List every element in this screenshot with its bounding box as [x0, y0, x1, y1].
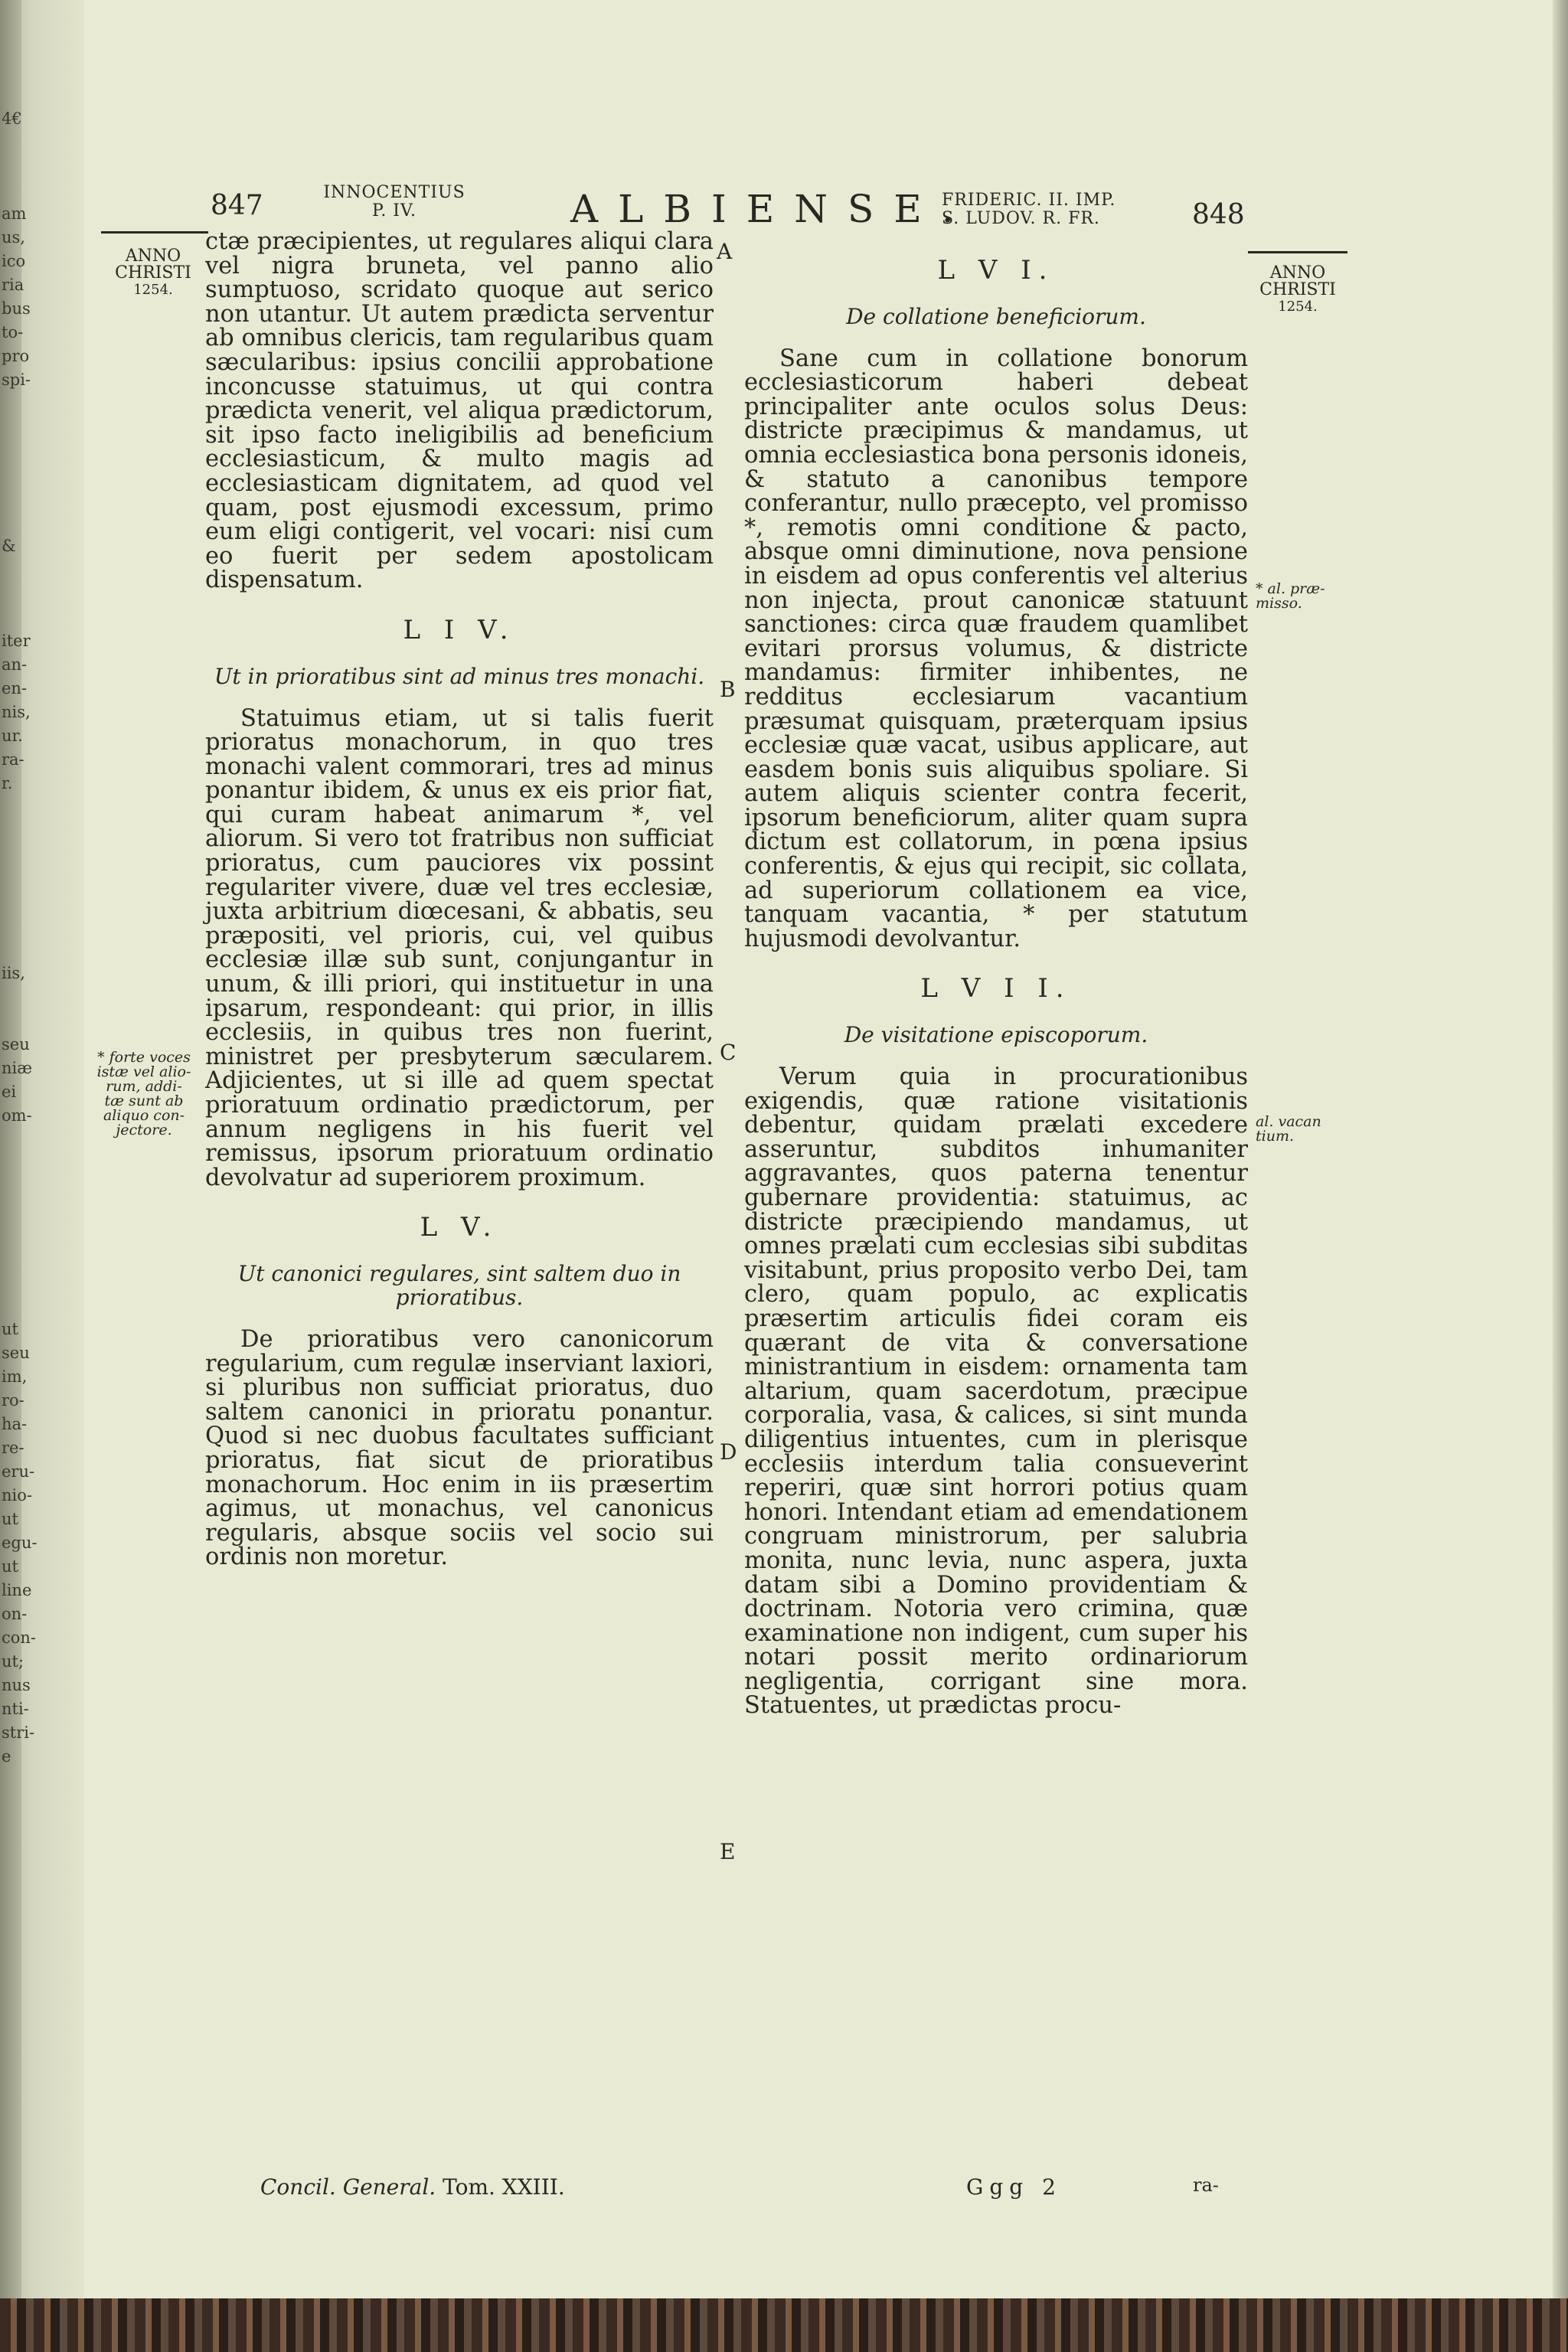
facing-page-fragment: en- [2, 679, 28, 697]
facing-page-fragment: 4€ [2, 109, 22, 128]
right-page-number: 848 [1192, 199, 1245, 230]
facing-page-fragment: ra- [2, 750, 24, 769]
facing-page-fragment: spi- [2, 371, 31, 389]
facing-page-fragment: ut [2, 1510, 18, 1528]
catchword: ra- [1193, 2174, 1219, 2196]
christi-label: CHRISTI [1259, 280, 1336, 299]
facing-page-fragment: ut [2, 1557, 18, 1576]
facing-page-fragment: ria [2, 276, 24, 294]
section-subtitle-54: Ut in prioratibus sint ad minus tres monachi. [214, 663, 705, 689]
facing-page-fragment [2, 1294, 32, 1318]
paragraph: Sane cum in collatione bonorum ecclesiasticorum haberi debeat principaliter ante oculos solus Deus: districte præcipimus & mandamus, ut omnia ecclesiastica bona personis idoneis, & statuto a canonibus tempore conferantur, nullo præcepto, vel promisso *, remotis omni conditione & pacto, absque omni diminutione, nova pensione in eisdem ad opus conferentis vel alterius non injecta, prout canonicæ statuunt sanctiones: circa quæ fraudem quamlibet evitari prorsus volumus, & districte mandamus: firmiter inhibentes, ne redditus ecclesiarum vacantium præsumat quisquam, præterquam ipsius ecclesiæ quæ vacat, usibus applicare, aut easdem bonis suis aliquibus spoliare. Si autem aliquis scienter contra fecerit, ipsorum beneficiorum, aliter quam supra dictum est collatorum, in pœna ipsius conferentis, & ejus qui recipit, sic collata, ad superiorum collationem ea vice, tanquam vacantia, * per statutum hujusmodi devolvantur. [744, 345, 1248, 952]
facing-page-fragment: ei [2, 1083, 17, 1101]
note-line: rum, addi- [106, 1078, 182, 1095]
facing-page-fragment [2, 890, 32, 914]
facing-page-fragment: nti- [2, 1700, 29, 1718]
note-line: * forte voces [97, 1049, 191, 1066]
page-title: ALBIENSE. [570, 187, 974, 231]
section-letter-d: D [720, 1439, 737, 1465]
facing-page-fragment [2, 463, 32, 487]
signature-mark: Ggg 2 [966, 2174, 1062, 2200]
facing-page-fragment [2, 606, 32, 629]
facing-page-fragment: re- [2, 1439, 24, 1457]
anno-label: ANNO [1269, 263, 1326, 283]
table-surface [0, 2298, 1568, 2352]
facing-page-fragment [2, 511, 32, 534]
facing-page-fragment: im, [2, 1367, 28, 1386]
facing-page-fragment [2, 1175, 32, 1199]
anno-label: ANNO [125, 247, 181, 266]
year-label: 1254. [133, 282, 173, 298]
margin-anno-left [107, 248, 199, 299]
margin-note-right-1 [1256, 582, 1348, 611]
facing-page-fragment: ur. [2, 727, 23, 745]
facing-page-fragment: om- [2, 1106, 32, 1125]
facing-page-fragment: r. [2, 774, 13, 792]
facing-page-fragment [2, 1128, 32, 1152]
facing-page-fragment: seu [2, 1344, 30, 1362]
facing-page-fragment [2, 843, 32, 867]
section-subtitle-57: De visitatione episcoporum. [844, 1022, 1148, 1048]
facing-page-fragments [2, 107, 38, 1769]
left-running-head [314, 184, 475, 220]
section-heading-54: L I V. [403, 614, 516, 645]
paragraph: Statuimus etiam, ut si talis fuerit prioratus monachorum, in quo tres monachi valent commorari, tres ad minus ponantur ibidem, & unus ex eis prior fiat, qui curam habeat animarum *, vel aliorum. Si vero tot fratribus non sufficiat prioratus, cum pauciores vix possint regulariter vivere, duæ vel tres ecclesiæ, juxta arbitrium diœcesani, & abbatis, seu præpositi, vel prioris, cui, vel quibus ecclesiæ illæ sub sunt, conjungantur in unum, & illi priori, qui instituetur in una ipsarum, respondeant: qui prior, in illis ecclesiis, in quibus tres non fuerint, ministret per presbyterum sæcularem. Adjicientes, ut si ille ad quem spectat prioratuum ordinatio prædictorum, per annum negligens in his fuerit vel remissus, ipsorum prioratuum ordinatio devolvatur ad superiorem proximum. [205, 704, 714, 1191]
facing-page-fragment [2, 178, 32, 202]
note-line: istæ vel alio- [96, 1063, 191, 1080]
left-column [205, 230, 714, 1570]
facing-page-fragment [2, 1199, 32, 1223]
facing-page-fragment [2, 155, 32, 178]
right-running-head [942, 191, 1156, 228]
facing-page-fragment: eru- [2, 1462, 35, 1481]
section-heading-55: L V. [420, 1212, 499, 1243]
facing-page-fragment: ha- [2, 1415, 28, 1433]
facing-page-fragment: nis, [2, 703, 31, 721]
left-page-number: 847 [211, 190, 263, 221]
section-letter-b: B [720, 677, 736, 702]
note-line: misso. [1256, 595, 1302, 612]
right-column [744, 254, 1248, 1718]
facing-page-fragment: an- [2, 655, 28, 674]
facing-page-fragment [2, 392, 32, 416]
facing-page-fragment [2, 416, 32, 439]
footer-source: Concil. General. [260, 2174, 436, 2200]
note-line: jectore. [116, 1122, 172, 1138]
facing-page-fragment: seu [2, 1035, 30, 1054]
note-line: aliquo con- [103, 1107, 185, 1124]
facing-page-fragment: ro- [2, 1391, 24, 1410]
facing-page-fragment [2, 439, 32, 463]
section-heading-57: L V I I. [920, 973, 1072, 1004]
facing-page-fragment: ico [2, 252, 26, 270]
section-subtitle-56: De collatione beneficiorum. [846, 303, 1146, 329]
note-line: al. vacan [1256, 1113, 1321, 1130]
margin-note-left [90, 1050, 198, 1138]
facing-page-fragment: pro [2, 347, 30, 365]
facing-page-fragment [2, 558, 32, 582]
margin-rule [101, 231, 208, 234]
facing-page-fragment: nio- [2, 1486, 32, 1504]
facing-page-fragment: & [2, 537, 16, 555]
facing-page-fragment: e [2, 1747, 11, 1766]
facing-page-fragment: ut; [2, 1652, 24, 1671]
section-letter-c: C [720, 1040, 737, 1065]
margin-note-right-2 [1256, 1115, 1348, 1144]
running-head-line: FRIDERIC. II. IMP. [942, 191, 1116, 210]
facing-page-fragment: nus [2, 1676, 31, 1694]
footer-tome: Tom. XXIII. [443, 2174, 565, 2200]
facing-page-fragment [2, 819, 32, 843]
facing-page-fragment: con- [2, 1628, 37, 1647]
section-letter-e: E [720, 1839, 736, 1864]
facing-page-fragment: line [2, 1581, 32, 1599]
section-subtitle-55: Ut canonici regulares, sint saltem duo in prioratibus. [237, 1260, 681, 1310]
paragraph: Verum quia in procurationibus exigendis, quæ ratione visitationis debentur, quidam prælati excedere asseruntur, subditos inhumaniter aggravantes, quos paterna tenentur gubernare providentia: statuimus, ac districte præcipiendo mandamus, ut omnes prælati cum ecclesias sibi subditas visitabunt, prius proposito verbo Dei, tam clero, quam populo, ac explicatis præsertim articulis fidei coram eis quærant de vita & conversatione ministrantium in eisdem: ornamenta tam altarium, quam sacerdotum, præcipue corporalia, vasa, & calices, si sint munda diligentius intuentes, cum in plerisque ecclesiis interdum talia consueverint reperiri, quæ sint horrori potius quam honori. Intendant etiam ad emendationem congruam ministrorum, per salubria monita, nunc levia, nunc aspera, juxta datam sibi a Domino providentiam & doctrinam. Notoria vero crimina, quæ examinatione non indigent, cum super his notari possit merito ordinariorum negligentia, corrigant sine mora. Statuentes, ut prædictas procu- [744, 1063, 1248, 1720]
facing-page-fragment [2, 487, 32, 511]
margin-anno-right [1248, 265, 1348, 315]
facing-page-fragment [2, 914, 32, 938]
margin-rule [1248, 251, 1348, 253]
facing-page-fragment: ut [2, 1320, 18, 1338]
facing-page-fragment [2, 938, 32, 962]
facing-page-fragment: niæ [2, 1059, 32, 1077]
running-head-line: P. IV. [371, 201, 417, 220]
facing-page-fragment: on- [2, 1605, 28, 1623]
facing-page-fragment [2, 1152, 32, 1175]
facing-page-fragment: iter [2, 632, 31, 650]
facing-page-fragment [2, 867, 32, 890]
christi-label: CHRISTI [115, 263, 191, 283]
facing-page-fragment [2, 1009, 32, 1033]
note-line: * al. præ- [1256, 580, 1325, 597]
facing-page-fragment: am [2, 204, 27, 223]
section-heading-56: L V I. [937, 255, 1055, 286]
footer-left [260, 2174, 565, 2200]
facing-page-fragment: stri- [2, 1723, 35, 1742]
facing-page-fragment: egu- [2, 1534, 38, 1552]
paragraph: De prioratibus vero canonicorum regularium, cum regulæ inserviant laxiori, si pluribus non sufficiat prioratus, duo saltem canonici in prioratu ponantur. Quod si nec duobus facultates sufficiant prioratus, fiat sicut de prioratibus monachorum. Hoc enim in iis præsertim agimus, ut monachus, vel canonicus regularis, absque sociis vel socio sui ordinis non moretur. [205, 1325, 714, 1571]
facing-page-fragment: to- [2, 323, 24, 341]
facing-page-fragment [2, 1270, 32, 1294]
note-line: tæ sunt ab [104, 1093, 184, 1109]
facing-page-fragment [2, 582, 32, 606]
section-letter-a: A [717, 239, 733, 264]
paragraph: ctæ præcipientes, ut regulares aliqui clara vel nigra bruneta, vel panno alio sumptuoso, scridato quoque aut serico non utantur. Ut autem prædicta serventur ab omnibus clericis, tam regularibus quam sæcularibus: ipsius concilii approbatione inconcusse statuimus, ut qui contra prædicta venerit, vel aliqua prædictorum, sit ipso facto ineligibilis ad beneficium ecclesiasticum, & multo magis ad ecclesiasticam dignitatem, ad quod vel quam, post ejusmodi excessum, primo eum eligi contigerit, vel vocari: nisi cum eo fuerit per sedem apostolicam dispensatum. [205, 228, 714, 594]
facing-page-fragment [2, 795, 32, 819]
running-head-line: INNOCENTIUS [323, 183, 466, 202]
facing-page-fragment [2, 131, 32, 155]
facing-page-fragment: bus [2, 299, 31, 318]
facing-page-fragment [2, 985, 32, 1009]
running-head-line: S. LUDOV. R. FR. [942, 209, 1100, 228]
note-line: tium. [1256, 1128, 1295, 1145]
facing-page-fragment [2, 1223, 32, 1246]
year-label: 1254. [1278, 299, 1318, 315]
facing-page-fragment: iis, [2, 964, 25, 982]
facing-page-fragment [2, 1246, 32, 1270]
facing-page-fragment: us, [2, 228, 25, 247]
page-edge [1553, 0, 1568, 2352]
